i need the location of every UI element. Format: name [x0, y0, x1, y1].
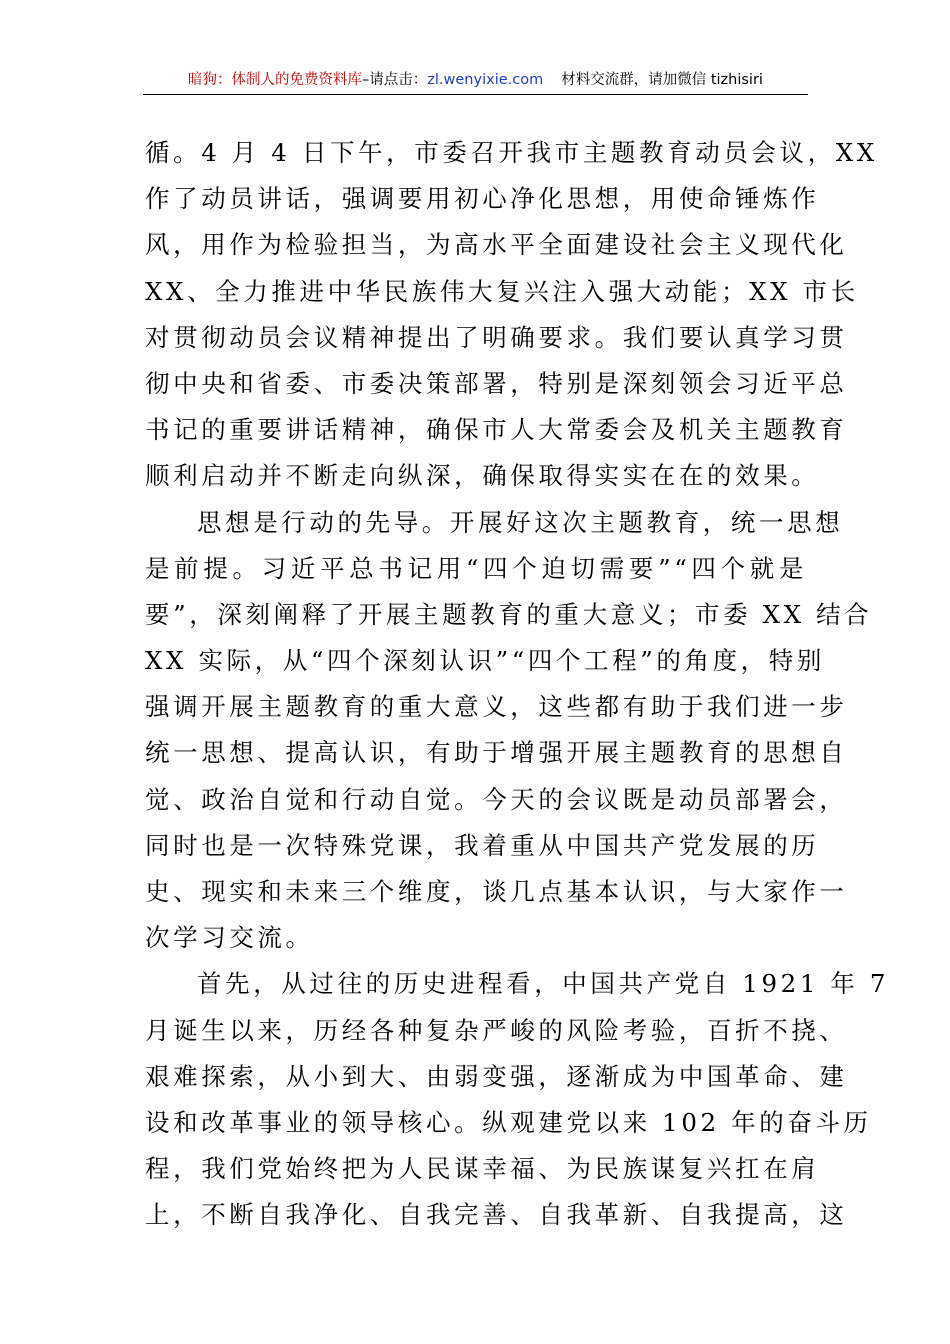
paragraph-first-line: 首先，从过往的历史进程看，中国共产党自 1921 年 7 [197, 969, 890, 999]
text-line: 程，我们党始终把为人民谋幸福、为民族谋复兴扛在肩 [145, 1154, 820, 1184]
text-line: XX、全力推进中华民族伟大复兴注入强大动能；XX 市长 [145, 276, 859, 306]
text-line: 同时也是一次特殊党课，我着重从中国共产党发展的历 [145, 830, 820, 860]
paragraph-first-line: 思想是行动的先导。开展好这次主题教育，统一思想 [197, 507, 844, 537]
text-line: 书记的重要讲话精神，确保市人大常委会及机关主题教育 [145, 415, 848, 445]
page-header [143, 70, 808, 95]
text-line: XX 实际，从“四个深刻认识”“四个工程”的角度，特别 [145, 646, 825, 676]
text-line: 对贯彻动员会议精神提出了明确要求。我们要认真学习贯 [145, 322, 848, 352]
text-line: 月诞生以来，历经各种复杂严峻的风险考验，百折不挠、 [145, 1015, 848, 1045]
text-line: 统一思想、提高认识，有助于增强开展主题教育的思想自 [145, 738, 848, 768]
header-click-prompt: –请点击： [362, 72, 428, 88]
text-line: 觉、政治自觉和行动自觉。今天的会议既是动员部署会， [145, 784, 848, 814]
text-line: 是前提。习近平总书记用“四个迫切需要”“四个就是 [145, 553, 807, 583]
text-line: 风，用作为检验担当，为高水平全面建设社会主义现代化 [145, 230, 848, 260]
text-line: 顺利启动并不断走向纵深，确保取得实实在在的效果。 [145, 461, 820, 491]
text-line: 设和改革事业的领导核心。纵观建党以来 102 年的奋斗历 [145, 1107, 872, 1137]
header-site-name: 暗狗：体制人的免费资料库 [188, 72, 363, 88]
text-line: 次学习交流。 [145, 923, 314, 953]
text-line: 强调开展主题教育的重大意义，这些都有助于我们进一步 [145, 692, 848, 722]
text-line: 上，不断自我净化、自我完善、自我革新、自我提高，这 [145, 1200, 848, 1230]
text-line: 史、现实和未来三个维度，谈几点基本认识，与大家作一 [145, 877, 848, 906]
text-line: 作了动员讲话，强调要用初心净化思想，用使命锤炼作 [145, 184, 820, 214]
text-line: 循。4 月 4 日下午，市委召开我市主题教育动员会议，XX [145, 138, 878, 167]
text-line: 彻中央和省委、市委决策部署，特别是深刻领会习近平总 [145, 368, 848, 398]
header-contact: 材料交流群，请加微信 tizhisiri [561, 72, 763, 88]
text-line: 要”，深刻阐释了开展主题教育的重大意义；市委 XX 结合 [145, 599, 873, 629]
header-url-link[interactable]: zl.wenyixie.com [427, 72, 544, 88]
text-line: 艰难探索，从小到大、由弱变强，逐渐成为中国革命、建 [145, 1061, 848, 1091]
document-body [145, 130, 890, 1239]
